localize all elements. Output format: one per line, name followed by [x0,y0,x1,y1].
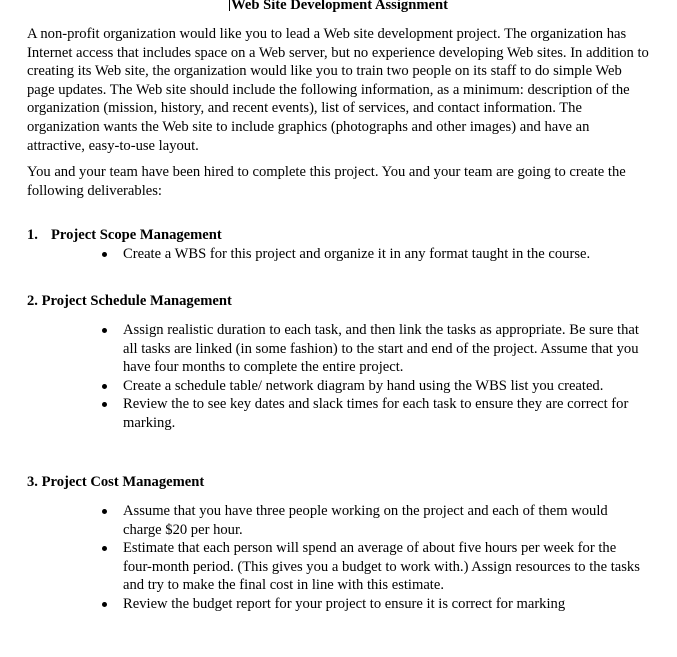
bullet-icon [102,602,107,607]
list-item [0,377,645,396]
text-cursor [229,0,230,11]
list-item [0,502,645,539]
section-heading-schedule: 2. Project Schedule Management [27,293,232,309]
deliverables-paragraph: You and your team have been hired to complete this project. You and your team are going to create the following deliverables: [27,164,626,199]
section-heading-text: Project Scope Management [51,227,222,243]
list-item-text: Review the budget report for your project to ensure it is correct for marking [123,595,566,612]
list-item [0,595,645,614]
list-item-text: Estimate that each person will spend an average of about five hours per week for the four-month period. (This gives you a budget to work with.) Assign resources to the tasks and try to make the final cost in line with this estimate. [123,540,640,594]
bullet-icon [102,509,107,514]
list-item-text: Create a WBS for this project and organize it in any format taught in the course. [123,246,591,262]
document-title: Web Site Development Assignment [231,0,448,13]
intro-paragraph: A non-profit organization would like you to lead a Web site development project. The organization has Internet access that includes space on a Web server, but no experience developing Web sites. In addition to creating its Web site, the organization would like you to train two people on its staff to do simple Web page updates. The Web site should include the following information, as a minimum: description of the organization (mission, history, and recent events), list of services, and contact information. The organization wants the Web site to include graphics (photographs and other images) and have an attractive, easy-to-use layout. [27,26,649,154]
scope-bullet-list [0,245,677,264]
list-item-text: Create a schedule table/ network diagram by hand using the WBS list you created. [123,377,604,394]
cost-bullet-list [0,502,677,614]
bullet-icon [102,546,107,551]
section-heading-scope [27,226,222,245]
list-item [0,539,645,595]
bullet-icon [102,328,107,333]
list-item [0,321,645,377]
list-item-text: Review the to see key dates and slack times for each task to ensure they are correct for marking. [123,396,629,431]
list-item [0,395,645,432]
list-item-text: Assign realistic duration to each task, and then link the tasks as appropriate. Be sure that all tasks are linked (in some fashion) to the start and end of the project. Assume that you have four months to complete the entire project. [123,322,639,376]
document-title-line [0,0,677,14]
list-item [0,245,645,264]
section-heading-cost: 3. Project Cost Management [27,474,205,490]
bullet-icon [102,384,107,389]
bullet-icon [102,402,107,407]
list-item-text: Assume that you have three people working on the project and each of them would charge $20 per hour. [123,503,608,538]
section-number: 1. [27,227,38,243]
schedule-bullet-list [0,321,677,433]
bullet-icon [102,252,107,257]
